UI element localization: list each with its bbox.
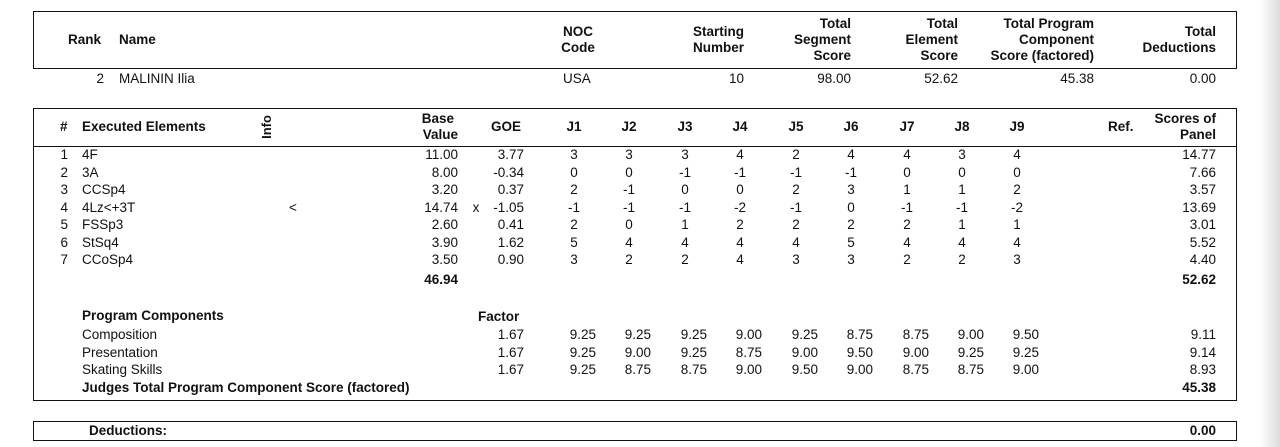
element-judge-score: 1 [903,182,911,197]
element-judge-score: -1 [789,164,802,180]
element-judge-score: 3 [847,182,855,197]
skater-start: 10 [728,71,744,86]
tes-header-line3: Score [920,48,958,63]
element-judge-score: 4 [958,234,966,250]
element-name: CCSp4 [82,182,126,197]
element-goe: 0.90 [497,252,524,267]
name-header: Name [119,32,156,47]
element-judge-score: 3 [570,252,578,267]
component-judge-score: 9.25 [680,344,707,360]
component-judge-score: 9.50 [1012,327,1039,342]
skater-name: MALININ Ilia [119,71,195,86]
components-total-label: Judges Total Program Component Score (factored) [82,380,410,395]
element-judge-score: 0 [903,164,911,180]
element-judge-score: 2 [903,252,911,267]
component-name: Presentation [82,344,158,360]
base-header-line2: Value [422,127,458,142]
panel-header-line2: Panel [1179,127,1216,142]
element-judge-score: -1 [900,199,913,215]
noc-header-line1: NOC [563,24,593,39]
component-judge-score: 9.50 [791,362,818,377]
rank-header: Rank [68,32,102,47]
info-header: Info [259,115,274,139]
element-name: StSq4 [82,234,119,250]
components-title: Program Components [82,308,224,323]
element-panel-score: 3.57 [1189,182,1216,197]
ded-header-line1: Total [1184,24,1216,39]
element-info: < [289,199,297,215]
component-judge-score: 9.00 [902,344,929,360]
element-name: 4Lz<+3T [82,199,136,215]
panel-header-line1: Scores of [1154,111,1216,126]
element-name: CCoSp4 [82,252,134,267]
elements-num-header: # [60,119,68,134]
element-num: 4 [60,199,68,215]
component-judge-score: 9.25 [680,327,707,342]
element-judge-score: 4 [792,234,800,250]
element-judge-score: 0 [736,182,744,197]
component-name: Composition [82,327,158,342]
base-header-line1: Base [421,111,454,126]
component-judge-score: 8.75 [680,362,707,377]
element-panel-score: 3.01 [1189,217,1216,232]
element-judge-score: 1 [681,217,689,232]
element-panel-score: 14.77 [1182,147,1216,162]
component-judge-score: 9.50 [846,344,873,360]
element-goe: 0.41 [497,217,524,232]
component-judge-score: 8.75 [957,362,984,377]
element-name: 3A [82,164,99,180]
tes-header-line1: Total [926,16,958,31]
component-judge-score: 9.25 [569,344,596,360]
component-factor: 1.67 [497,362,524,377]
element-name: 4F [82,147,98,162]
deductions-value: 0.00 [1189,423,1216,438]
element-base: 11.00 [425,147,458,162]
element-base: 14.74 [424,199,458,215]
element-goe: -1.05 [493,199,524,215]
element-judge-score: 0 [570,164,578,180]
judge-header-j4: J4 [732,119,748,134]
element-name: FSSp3 [82,217,124,232]
skater-rank: 2 [96,71,104,86]
element-judge-score: -1 [955,199,968,215]
element-judge-score: 0 [958,164,966,180]
ref-header: Ref. [1108,119,1134,134]
element-base: 2.60 [431,217,458,232]
element-judge-score: 2 [736,217,744,232]
component-judge-score: 8.75 [902,327,929,342]
skater-pcs: 45.38 [1060,71,1094,86]
element-judge-score: -2 [1010,199,1023,215]
component-judge-score: 8.75 [735,344,762,360]
judge-header-j9: J9 [1009,119,1025,134]
component-judge-score: 9.00 [957,327,984,342]
element-goe: -0.34 [493,164,524,180]
element-num: 7 [60,252,68,267]
element-judge-score: 2 [792,182,800,197]
element-judge-score: -1 [789,199,802,215]
element-goe: 0.37 [497,182,524,197]
component-panel-score: 9.11 [1190,327,1216,342]
component-judge-score: 8.75 [902,362,929,377]
element-judge-score: 2 [570,182,578,197]
component-judge-score: 9.25 [569,362,596,377]
component-judge-score: 9.25 [791,327,818,342]
element-base: 3.50 [431,252,458,267]
element-judge-score: -1 [844,164,857,180]
element-panel-score: 5.52 [1189,234,1216,250]
elements-base-total: 46.94 [424,272,458,287]
element-judge-score: 4 [903,147,911,162]
element-judge-score: 1 [958,182,966,197]
pcs-header-line3: Score (factored) [990,48,1094,63]
component-judge-score: 9.25 [1012,344,1039,360]
element-judge-score: 3 [847,252,855,267]
components-factor-header: Factor [478,309,520,324]
element-num: 3 [60,182,68,197]
element-panel-score: 4.40 [1189,252,1216,267]
judge-header-j8: J8 [954,119,970,134]
component-judge-score: 9.25 [569,327,596,342]
component-judge-score: 9.00 [624,344,651,360]
element-judge-score: 0 [625,217,633,232]
start-header-line2: Number [692,40,744,55]
component-factor: 1.67 [497,344,524,360]
element-judge-score: -1 [622,182,635,197]
judge-header-j3: J3 [677,119,693,134]
element-judge-score: 2 [570,217,578,232]
element-judge-score: 4 [625,234,633,250]
element-base: 3.90 [431,234,458,250]
element-judge-score: 3 [792,252,800,267]
element-judge-score: 2 [792,217,800,232]
element-judge-score: -1 [622,199,635,215]
component-factor: 1.67 [497,327,524,342]
element-judge-score: 2 [681,252,689,267]
element-judge-score: -1 [733,164,746,180]
element-judge-score: 0 [681,182,689,197]
page-edge-shadow [1260,0,1280,447]
element-judge-score: 4 [736,147,744,162]
pcs-header-line2: Component [1019,32,1094,47]
component-judge-score: 9.00 [735,327,762,342]
element-judge-score: 5 [570,234,578,250]
element-judge-score: 2 [1013,182,1021,197]
skater-tes: 52.62 [924,71,958,86]
element-judge-score: 3 [625,147,633,162]
element-judge-score: 2 [792,147,800,162]
element-judge-score: 3 [681,147,689,162]
component-panel-score: 9.14 [1189,344,1216,360]
element-num: 5 [60,217,68,232]
component-judge-score: 9.25 [957,344,984,360]
element-judge-score: 4 [681,234,689,250]
judge-header-j7: J7 [899,119,915,134]
judge-header-j6: J6 [843,119,859,134]
element-panel-score: 13.69 [1182,199,1216,215]
component-judge-score: 8.75 [624,362,651,377]
element-judge-score: 1 [958,217,966,232]
component-name: Skating Skills [82,362,163,377]
component-judge-score: 9.00 [791,344,818,360]
element-judge-score: 4 [903,234,911,250]
component-judge-score: 9.00 [846,362,873,377]
element-base: 3.20 [431,182,458,197]
element-bonus-x: x [472,199,480,215]
element-goe: 3.77 [497,147,524,162]
pcs-header-line1: Total Program [1003,16,1094,31]
element-base: 8.00 [431,164,458,180]
element-judge-score: 0 [847,199,855,215]
element-judge-score: 4 [736,252,744,267]
components-total: 45.38 [1182,380,1216,395]
component-panel-score: 8.93 [1189,362,1216,377]
elements-title: Executed Elements [82,119,206,134]
element-judge-score: 4 [847,147,855,162]
element-judge-score: 5 [847,234,855,250]
skater-ded: 0.00 [1189,71,1216,86]
element-judge-score: 4 [1013,234,1021,250]
deductions-label: Deductions: [89,423,168,438]
element-judge-score: 2 [847,217,855,232]
element-judge-score: -1 [567,199,580,215]
element-judge-score: -2 [733,199,746,215]
element-judge-score: 0 [1013,164,1021,180]
element-judge-score: 2 [958,252,966,267]
skater-noc: USA [563,71,591,86]
tss-header-line2: Segment [793,32,851,47]
tss-header-line1: Total [819,16,851,31]
element-panel-score: 7.66 [1189,164,1216,180]
element-num: 1 [60,147,68,162]
element-judge-score: 0 [625,164,633,180]
noc-header-line2: Code [561,40,595,55]
start-header-line1: Starting [692,24,744,39]
element-judge-score: 3 [1013,252,1021,267]
component-judge-score: 9.00 [1012,362,1039,377]
deductions-box [33,421,1237,441]
element-judge-score: 4 [736,234,744,250]
tes-header-line2: Element [905,32,958,47]
element-judge-score: 2 [903,217,911,232]
component-judge-score: 9.25 [624,327,651,342]
element-judge-score: 4 [1013,147,1021,162]
element-judge-score: 3 [958,147,966,162]
skater-tss: 98.00 [817,71,851,86]
component-judge-score: 9.00 [735,362,762,377]
element-judge-score: 2 [625,252,633,267]
elements-panel-total: 52.62 [1182,272,1216,287]
element-goe: 1.62 [497,234,524,250]
element-judge-score: -1 [678,164,691,180]
judge-header-j2: J2 [621,119,637,134]
element-num: 6 [60,234,68,250]
component-judge-score: 8.75 [846,327,873,342]
goe-header: GOE [490,119,521,134]
tss-header-line3: Score [813,48,851,63]
element-judge-score: 3 [570,147,578,162]
element-num: 2 [60,164,68,180]
element-judge-score: -1 [678,199,691,215]
ded-header-line2: Deductions [1142,40,1216,55]
judge-header-j1: J1 [566,119,582,134]
judge-header-j5: J5 [788,119,804,134]
element-judge-score: 1 [1013,217,1021,232]
